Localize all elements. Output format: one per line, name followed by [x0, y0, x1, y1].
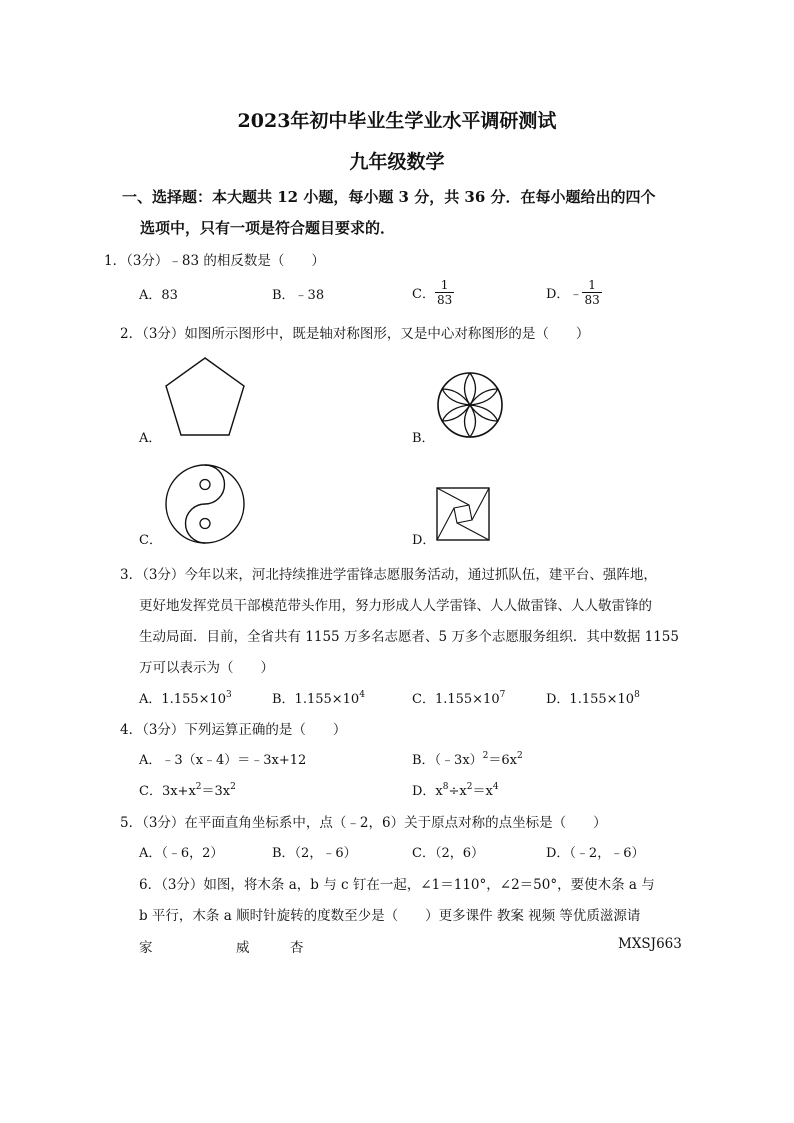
q6-line3-code: MXSJ663 [618, 936, 682, 952]
exponent: 4 [492, 782, 499, 792]
q6-line1: 6．（3分）如图，将木条 a，b 与 c 钉在一起，∠1＝110°，∠2＝50°，要使木条 a 与 [139, 877, 655, 893]
option-text: D．1.155×10 [546, 692, 635, 707]
q1-option-b: B．﹣38 [272, 288, 325, 303]
q4-option-a: A．﹣3（x﹣4）＝﹣3x+12 [139, 753, 307, 768]
q2-option-d: D． [412, 533, 436, 548]
exponent: 4 [359, 690, 365, 700]
q1-option-d [546, 278, 602, 307]
q4-option-d [412, 780, 499, 799]
option-text: ÷x [448, 784, 467, 799]
exponent: 3 [226, 690, 232, 700]
q3-option-b [272, 688, 365, 707]
option-text: C．1.155×10 [412, 692, 500, 707]
exponent: 8 [634, 690, 640, 700]
q5-option-a: A．（﹣6，2） [139, 846, 224, 861]
section-heading-line2: 选项中，只有一项是符合题目要求的． [140, 219, 396, 237]
q2-option-a: A． [139, 431, 162, 446]
fraction-denominator: 83 [436, 293, 453, 307]
q1-stem: 1．（3分）﹣83 的相反数是（ ） [104, 253, 325, 269]
q1-option-c-prefix: C． [412, 287, 435, 302]
q1-option-c [412, 278, 454, 307]
q4-option-b [412, 749, 523, 768]
option-text: C．3x+x [139, 784, 196, 799]
q1-option-a: A．83 [139, 288, 178, 303]
q6-line3-char1: 家 [139, 940, 153, 956]
exponent: 2 [517, 751, 523, 761]
q5-option-d: D．（﹣2，﹣6） [546, 846, 645, 861]
exponent: 2 [466, 782, 473, 792]
option-text: ＝3x [201, 784, 231, 799]
q6-line3-char3: 杏 [290, 940, 304, 956]
q1-option-d-fraction [582, 278, 601, 307]
q2-option-b: B． [412, 431, 435, 446]
exponent: 7 [499, 690, 506, 700]
fraction-numerator: 1 [582, 278, 601, 293]
exponent: 8 [442, 782, 449, 792]
section-heading-line1: 一、选择题：本大题共 12 小题，每小题 3 分，共 36 分．在每小题给出的四个 [122, 188, 656, 206]
q4-stem: 4．（3分）下列运算正确的是（ ） [120, 722, 347, 738]
flower-circle-figure [436, 371, 504, 439]
q3-option-d [546, 688, 640, 707]
q3-option-c [412, 688, 505, 707]
q3-line2: 更好地发挥党员干部模范带头作用，努力形成人人学雷锋、人人做雷锋、人人敬雷锋的 [139, 598, 652, 614]
q4-option-c [139, 780, 236, 799]
yin-yang-figure [164, 463, 246, 545]
option-text: D．x [412, 784, 443, 799]
option-text: A．1.155×10 [139, 692, 227, 707]
q2-option-c: C． [139, 533, 162, 548]
fraction-denominator: 83 [584, 293, 600, 307]
q1-option-d-sign: ﹣ [569, 287, 583, 302]
q3-line1: 3．（3分）今年以来，河北持续推进学雷锋志愿服务活动，通过抓队伍，建平台、强阵地， [120, 567, 657, 583]
q3-option-a [139, 688, 232, 707]
exponent: 2 [230, 782, 236, 792]
page-title: 2023年初中毕业生学业水平调研测试 [237, 110, 557, 132]
q6-line3-char2: 威 [236, 940, 250, 956]
exponent: 2 [195, 782, 202, 792]
pentagon-figure [164, 355, 248, 439]
q1-option-d-prefix: D． [546, 287, 570, 302]
q6-line2: b 平行，木条 a 顺时针旋转的度数至少是（ ）更多课件 教案 视频 等优质滋源请 [139, 908, 641, 924]
option-text: B．1.155×10 [272, 692, 360, 707]
pinwheel-square-figure [436, 487, 490, 541]
option-text: B．（﹣3x） [412, 753, 483, 768]
q3-line4: 万可以表示为（ ） [139, 660, 274, 676]
page-subtitle: 九年级数学 [349, 151, 445, 173]
exponent: 2 [482, 751, 489, 761]
q3-line3: 生动局面．目前，全省共有 1155 万多名志愿者、5 万多个志愿服务组织．其中数据 1155 [139, 629, 679, 645]
q5-stem: 5．（3分）在平面直角坐标系中，点（﹣2，6）关于原点对称的点坐标是（ ） [120, 815, 607, 831]
q5-option-c: C．（2，6） [412, 846, 484, 861]
q2-stem: 2．（3分）如图所示图形中，既是轴对称图形，又是中心对称图形的是（ ） [120, 326, 590, 342]
option-text: ＝6x [488, 753, 517, 768]
q5-option-b: B．（2，﹣6） [272, 846, 357, 861]
fraction-numerator: 1 [435, 278, 454, 293]
q1-option-c-fraction [435, 278, 454, 307]
option-text: ＝x [472, 784, 493, 799]
